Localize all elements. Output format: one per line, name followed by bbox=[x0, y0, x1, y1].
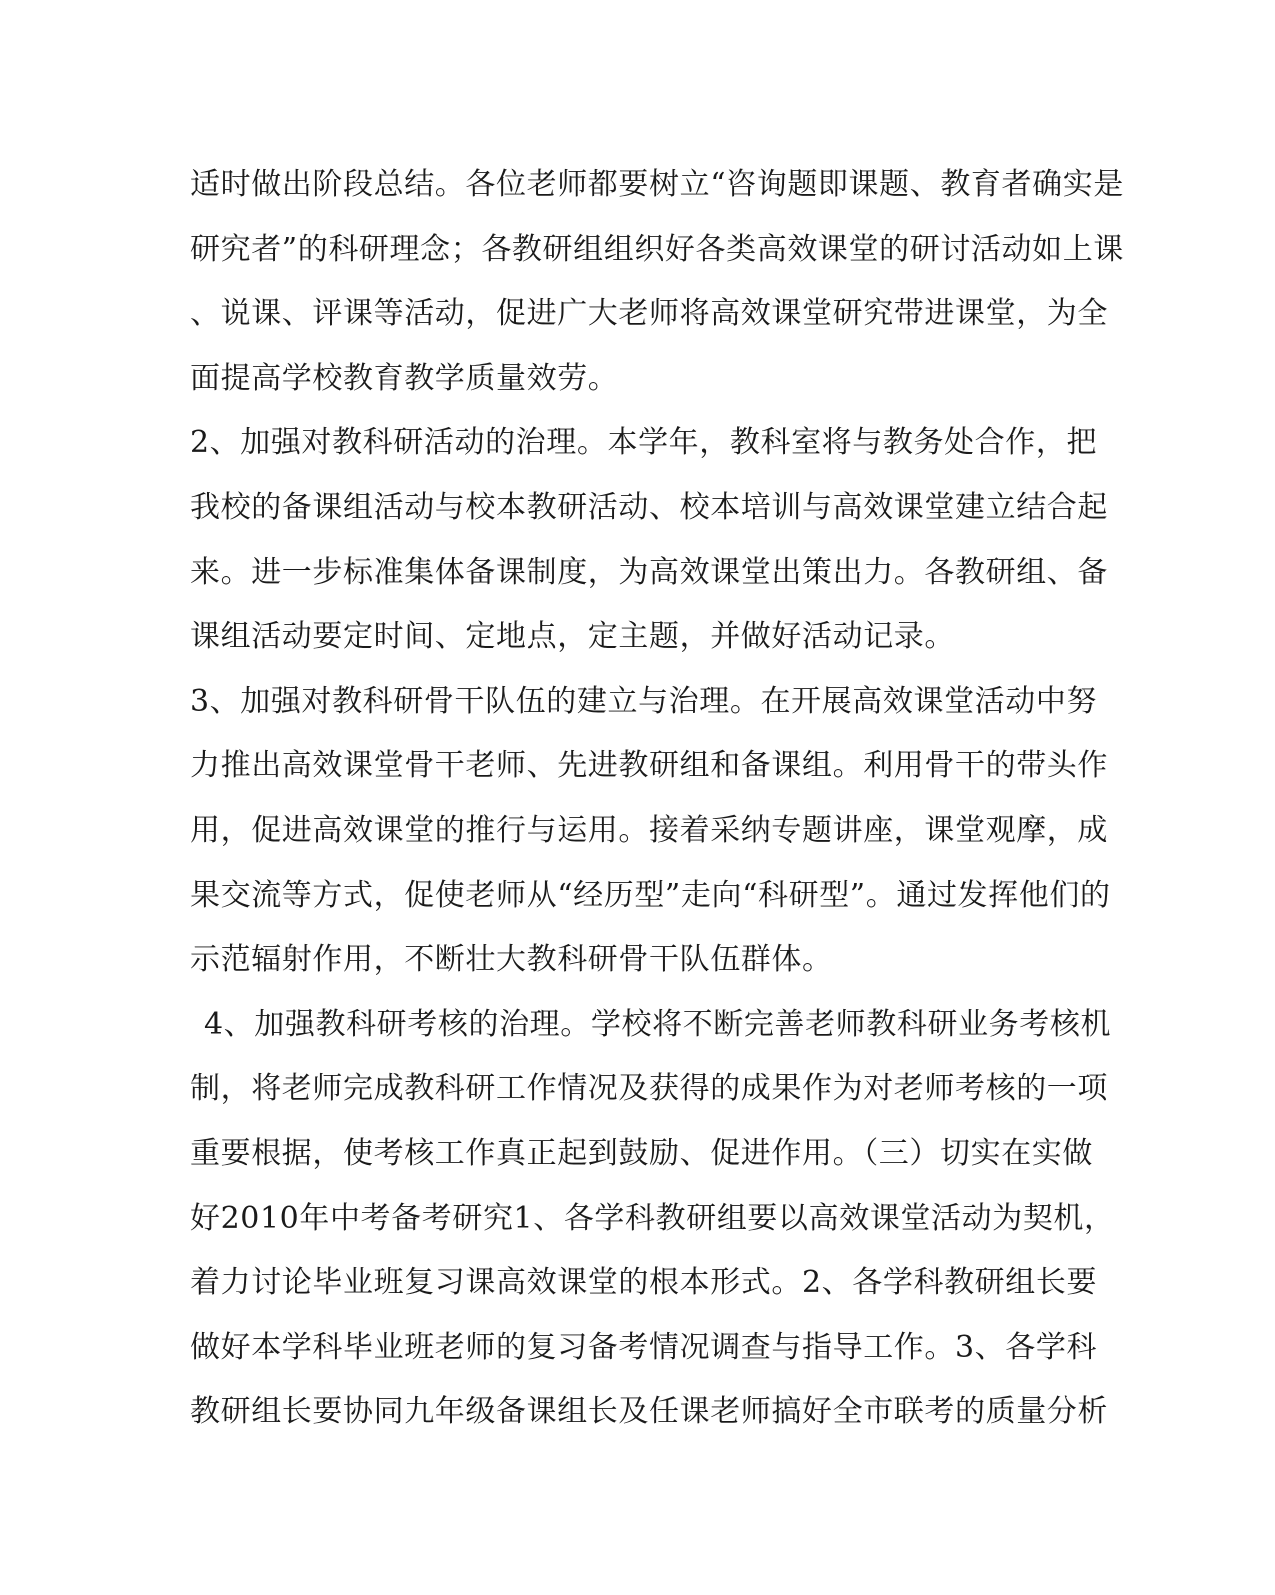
text-line: 面提高学校教育教学质量效劳。 bbox=[190, 360, 619, 396]
text-line: 适时做出阶段总结。各位老师都要树立“咨询题即课题、教育者确实是 bbox=[190, 167, 1124, 202]
text-line: 果交流等方式，促使老师从“经历型”走向“科研型”。通过发挥他们的 bbox=[190, 877, 1111, 913]
text-line: 研究者”的科研理念；各教研组组织好各类高效课堂的研讨活动如上课 bbox=[190, 231, 1124, 267]
text-line: 做好本学科毕业班老师的复习备考情况调查与指导工作。3、各学科 bbox=[190, 1329, 1098, 1365]
text-line: 来。进一步标准集体备课制度，为高效课堂出策出力。各教研组、备 bbox=[190, 554, 1108, 590]
text-line: 2、加强对教科研活动的治理。本学年，教科室将与教务处合作，把 bbox=[190, 425, 1098, 461]
body-text bbox=[190, 153, 1124, 1445]
text-line: 示范辐射作用，不断壮大教科研骨干队伍群体。 bbox=[190, 942, 833, 978]
text-line: 制，将老师完成教科研工作情况及获得的成果作为对老师考核的一项 bbox=[190, 1071, 1108, 1107]
text-line: 力推出高效课堂骨干老师、先进教研组和备课组。利用骨干的带头作 bbox=[190, 748, 1108, 784]
text-line: 重要根据，使考核工作真正起到鼓励、促进作用。（三）切实在实做 bbox=[190, 1135, 1093, 1171]
text-line: 教研组长要协同九年级备课组长及任课老师搞好全市联考的质量分析 bbox=[190, 1394, 1108, 1430]
text-line: 3、加强对教科研骨干队伍的建立与治理。在开展高效课堂活动中努 bbox=[190, 683, 1098, 719]
text-line: 好2010年中考备考研究1、各学科教研组要以高效课堂活动为契机， bbox=[190, 1200, 1115, 1236]
text-line: 课组活动要定时间、定地点，定主题，并做好活动记录。 bbox=[190, 619, 955, 655]
text-line: 用，促进高效课堂的推行与运用。接着采纳专题讲座，课堂观摩，成 bbox=[190, 812, 1108, 848]
text-line: 着力讨论毕业班复习课高效课堂的根本形式。2、各学科教研组长要 bbox=[190, 1265, 1098, 1301]
text-line: 4、加强教科研考核的治理。学校将不断完善老师教科研业务考核机 bbox=[204, 1006, 1112, 1042]
text-line: 我校的备课组活动与校本教研活动、校本培训与高效课堂建立结合起 bbox=[190, 489, 1108, 525]
text-line: 、说课、评课等活动，促进广大老师将高效课堂研究带进课堂，为全 bbox=[190, 296, 1108, 332]
